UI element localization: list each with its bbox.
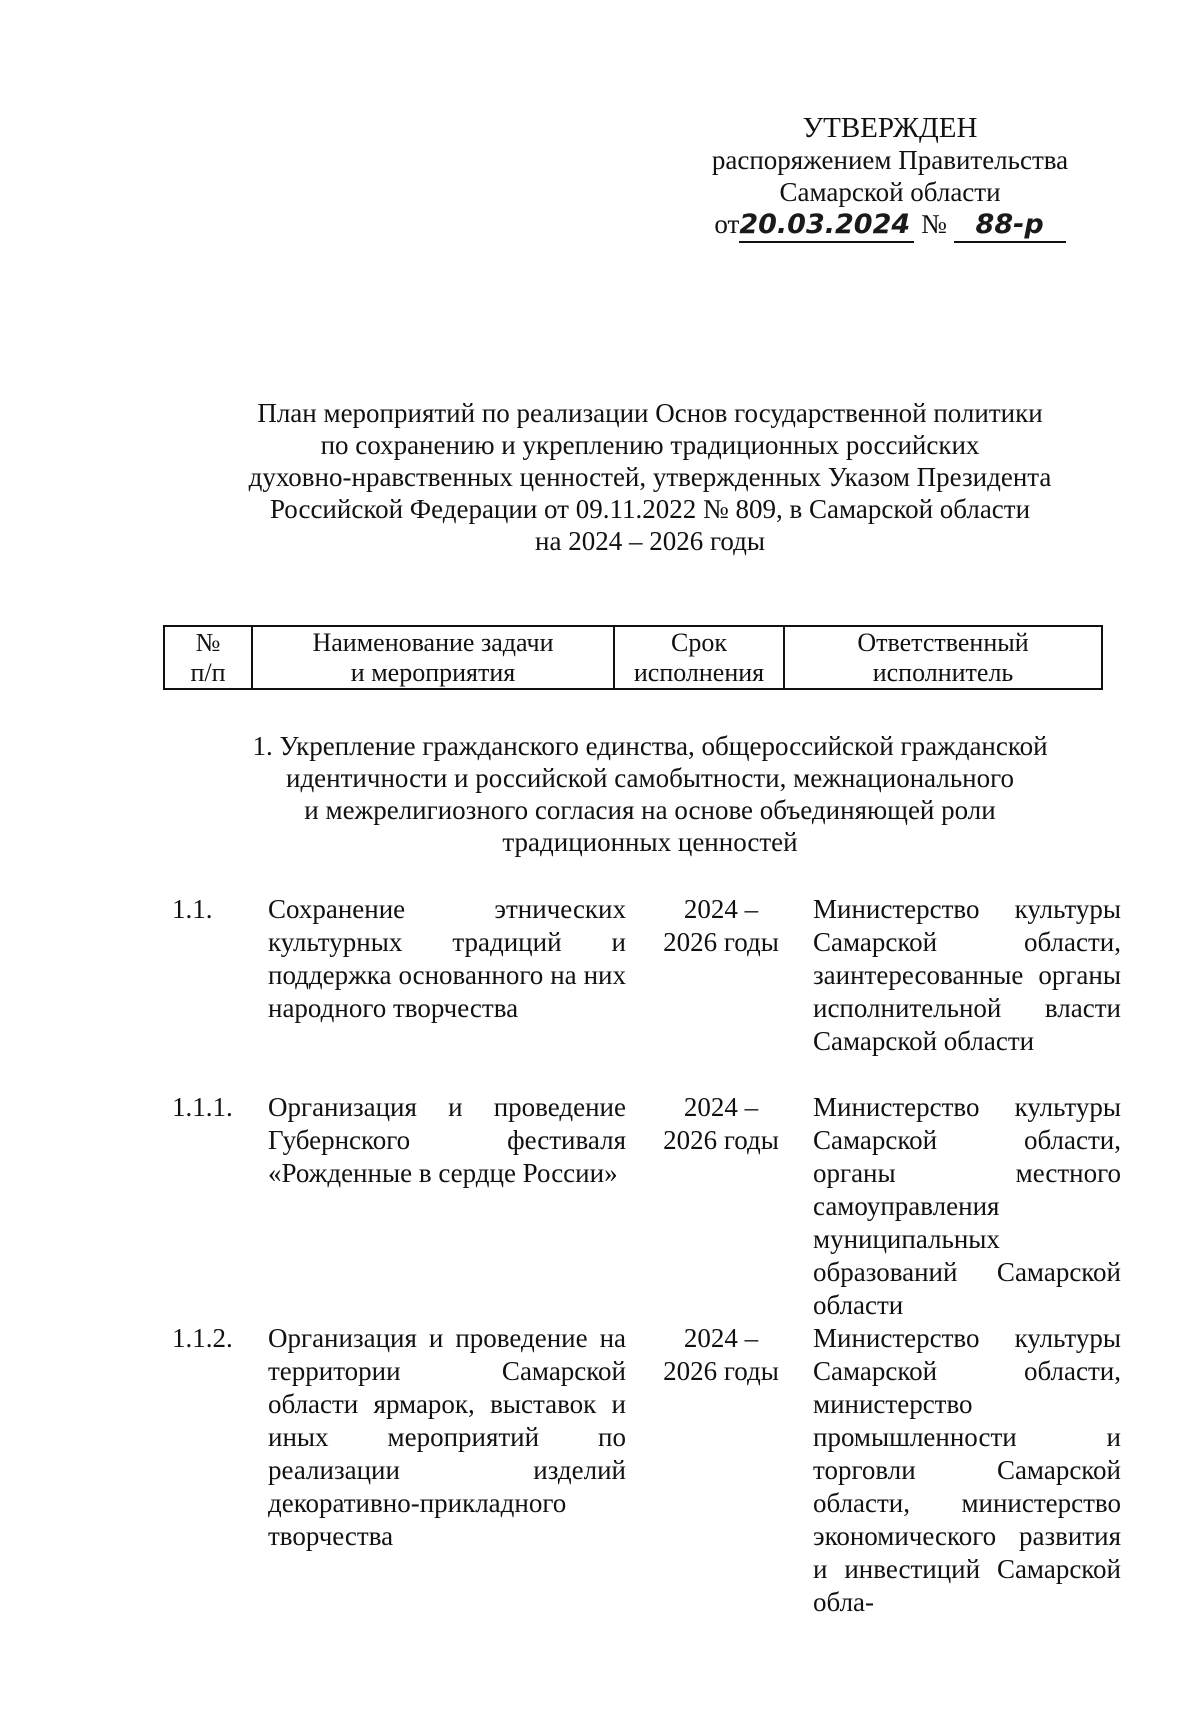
section-title-line-1: 1. Укрепление гражданского единства, общероссийской гражданской bbox=[252, 731, 1048, 761]
header-task-line-2: и мероприятия bbox=[350, 658, 516, 687]
row-task: Организация и проведение Губернского фестиваля «Рожденные в сердце России» bbox=[268, 1092, 626, 1188]
row-responsible: Министерство культуры Самарской области, министерство промышленности и торговли Самарской области, министерство экономического развития и инвестиций Самарской обла- bbox=[813, 1323, 1121, 1617]
approval-block bbox=[690, 112, 1090, 243]
row-term-line-2: 2026 годы bbox=[663, 927, 779, 957]
header-term-line-1: Срок bbox=[671, 628, 727, 657]
row-term bbox=[646, 1091, 796, 1157]
plan-title-line-1: План мероприятий по реализации Основ государственной политики bbox=[257, 398, 1043, 428]
approval-line-1: распоряжением Правительства bbox=[711, 145, 1069, 175]
table-header-row bbox=[164, 626, 1102, 689]
header-task-line-1: Наименование задачи bbox=[312, 628, 554, 657]
row-term-line-1: 2024 – bbox=[683, 1323, 759, 1353]
row-term bbox=[646, 1322, 796, 1388]
plan-title-line-5: на 2024 – 2026 годы bbox=[535, 526, 765, 556]
approval-heading: УТВЕРЖДЕН bbox=[802, 112, 978, 144]
approval-line-2: Самарской области bbox=[779, 177, 1001, 207]
row-number: 1.1.1. bbox=[172, 1092, 233, 1122]
row-term bbox=[646, 893, 796, 959]
header-number-line-2: п/п bbox=[190, 658, 226, 687]
row-number: 1.1. bbox=[172, 894, 213, 924]
row-task: Организация и проведение на территории Самарской области ярмарок, выставок и иных мероприятий по реализации изделий декоративно-прикладного творчества bbox=[268, 1323, 626, 1551]
table-header bbox=[163, 625, 1103, 690]
header-cell-responsible bbox=[784, 626, 1102, 689]
row-term-line-2: 2026 годы bbox=[663, 1125, 779, 1155]
header-term-line-2: исполнения bbox=[633, 658, 765, 687]
row-responsible: Министерство культуры Самарской области, заинтересованные органы исполнительной власти Самарской области bbox=[813, 894, 1121, 1056]
section-title-line-4: традиционных ценностей bbox=[502, 827, 798, 857]
row-task: Сохранение этнических культурных традиций и поддержка основанного на них народного творчества bbox=[268, 894, 626, 1023]
approval-date-line bbox=[690, 208, 1090, 243]
row-number: 1.1.2. bbox=[172, 1323, 233, 1353]
header-cell-term bbox=[614, 626, 784, 689]
handwritten-number: 88-р bbox=[954, 209, 1066, 243]
row-term-line-1: 2024 – bbox=[683, 1092, 759, 1122]
section-title-line-2: идентичности и российской самобытности, межнационального bbox=[286, 763, 1014, 793]
plan-title-line-3: духовно-нравственных ценностей, утвержденных Указом Президента bbox=[248, 462, 1052, 492]
header-cell-task bbox=[252, 626, 614, 689]
date-prefix: от bbox=[714, 209, 740, 239]
row-term-line-1: 2024 – bbox=[683, 894, 759, 924]
plan-title-line-4: Российской Федерации от 09.11.2022 № 809, в Самарской области bbox=[269, 494, 1031, 524]
row-responsible: Министерство культуры Самарской области, органы местного самоуправления муниципальных образований Самарской области bbox=[813, 1092, 1121, 1320]
header-cell-number bbox=[164, 626, 252, 689]
number-prefix: № bbox=[921, 209, 947, 239]
handwritten-date: 20.03.2024 bbox=[739, 209, 914, 243]
header-responsible-line-2: исполнитель bbox=[872, 658, 1014, 687]
section-title bbox=[200, 730, 1100, 858]
plan-title-line-2: по сохранению и укреплению традиционных российских bbox=[320, 430, 980, 460]
row-term-line-2: 2026 годы bbox=[663, 1356, 779, 1386]
plan-title bbox=[200, 397, 1100, 557]
section-title-line-3: и межрелигиозного согласия на основе объединяющей роли bbox=[304, 795, 996, 825]
header-number-line-1: № bbox=[195, 628, 221, 657]
header-responsible-line-1: Ответственный bbox=[857, 628, 1029, 657]
